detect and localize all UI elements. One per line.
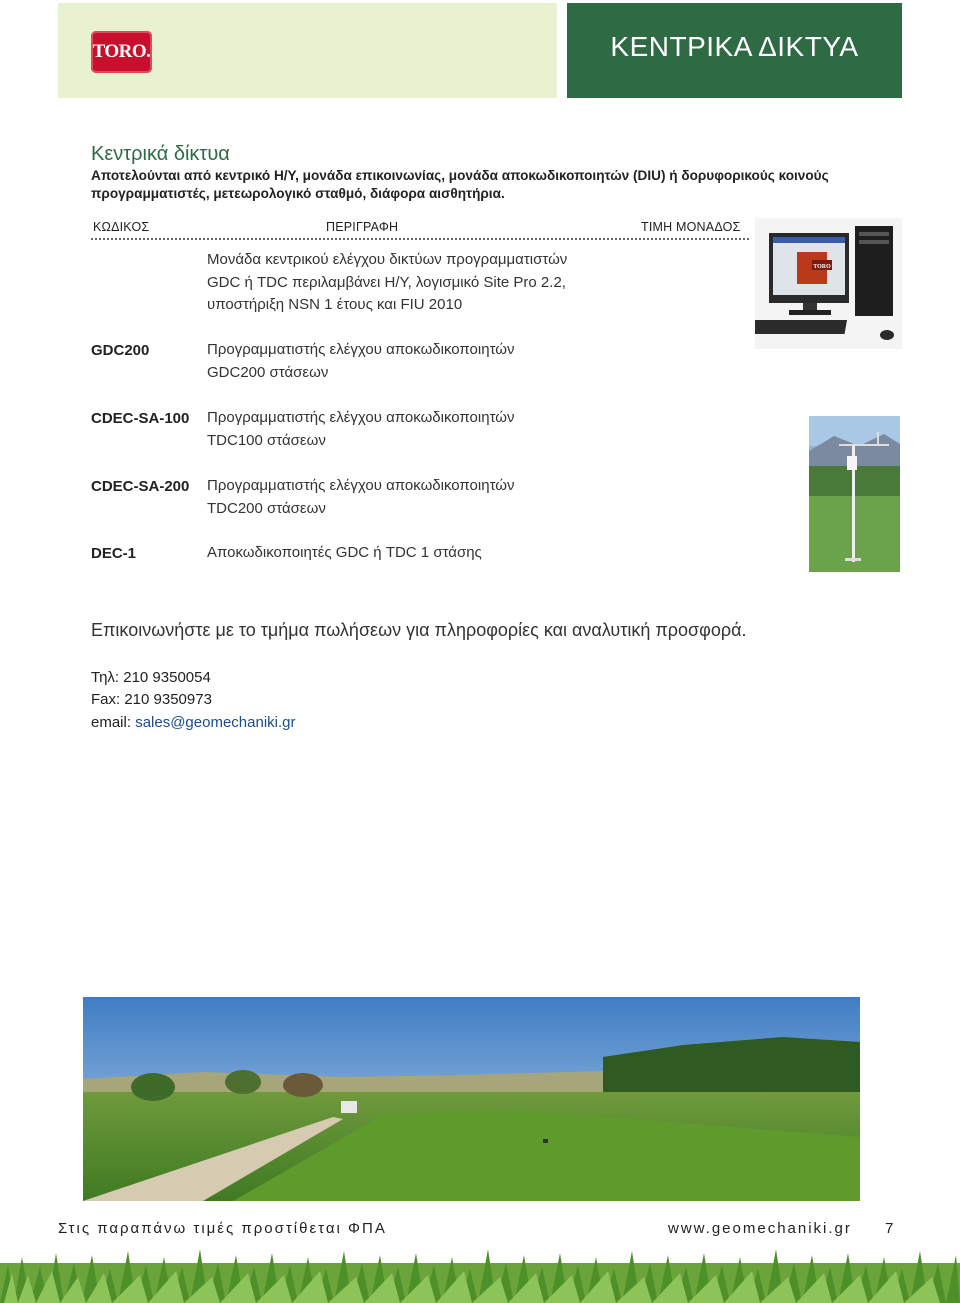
desc-line: Προγραμματιστής ελέγχου αποκωδικοποιητών bbox=[207, 341, 515, 358]
row-code: DEC-1 bbox=[91, 545, 137, 562]
grass-decoration bbox=[0, 1245, 960, 1303]
weather-station-image bbox=[809, 416, 900, 572]
row-description bbox=[207, 339, 515, 384]
contact-intro: Επικοινωνήστε με το τμήμα πωλήσεων για πληροφορίες και αναλυτική προσφορά. bbox=[91, 620, 747, 640]
row-description bbox=[207, 475, 515, 520]
desc-line: TDC200 στάσεων bbox=[207, 499, 326, 517]
email-label: email: bbox=[91, 714, 136, 731]
section-title: Κεντρικά δίκτυα bbox=[91, 143, 230, 165]
section-subtitle: Αποτελούνται από κεντρικό Η/Υ, μονάδα επικοινωνίας, μονάδα αποκωδικοποιητών (DIU) ή δορυφορικούς κοινούς προγραμματιστές, μετεωρολογικό σταθμό, διάφορα αισθητήρια. bbox=[91, 168, 829, 201]
desc-line: TDC100 στάσεων bbox=[207, 431, 326, 449]
contact-email-line bbox=[91, 714, 296, 731]
row-code: CDEC-SA-100 bbox=[91, 410, 190, 427]
desc-line: Προγραμματιστής ελέγχου αποκωδικοποιητών bbox=[207, 409, 515, 426]
monitor-logo: TORO bbox=[813, 264, 831, 270]
contact-fax: Fax: 210 9350973 bbox=[91, 691, 212, 708]
row-description bbox=[207, 542, 482, 565]
toro-logo: TORO. bbox=[91, 31, 152, 73]
column-header-description: ΠΕΡΙΓΡΑΦΗ bbox=[326, 220, 399, 234]
desc-line: Προγραμματιστής ελέγχου αποκωδικοποιητών bbox=[207, 477, 515, 494]
desc-line: Αποκωδικοποιητές GDC ή TDC 1 στάσης bbox=[207, 544, 482, 561]
page-number: 7 bbox=[885, 1220, 894, 1237]
row-description bbox=[207, 249, 567, 317]
desc-line: Μονάδα κεντρικού ελέγχου δικτύων προγραμματιστών bbox=[207, 251, 568, 268]
column-header-code: ΚΩΔΙΚΟΣ bbox=[93, 220, 150, 234]
desc-line: υποστήριξη NSN 1 έτους και FIU 2010 bbox=[207, 296, 463, 313]
row-code: GDC200 bbox=[91, 342, 150, 359]
header-right-panel bbox=[567, 3, 902, 98]
row-description bbox=[207, 407, 515, 452]
email-link[interactable]: sales@geomechaniki.gr bbox=[135, 714, 296, 731]
footer-note: Στις παραπάνω τιμές προστίθεται ΦΠΑ bbox=[58, 1220, 387, 1237]
desc-line: GDC ή TDC περιλαμβάνει Η/Υ, λογισμικό Site Pro 2.2, bbox=[207, 273, 566, 291]
desc-line: GDC200 στάσεων bbox=[207, 363, 329, 381]
header-left-panel bbox=[58, 3, 557, 98]
page-title: ΚΕΝΤΡΙΚΑ ΔΙΚΤΥΑ bbox=[610, 31, 859, 62]
computer-image bbox=[755, 218, 902, 349]
header-divider bbox=[91, 238, 749, 240]
golf-course-image bbox=[83, 997, 860, 1201]
footer-website[interactable]: www.geomechaniki.gr bbox=[668, 1220, 852, 1237]
column-header-price: ΤΙΜΗ ΜΟΝΑΔΟΣ bbox=[641, 220, 741, 234]
contact-tel: Τηλ: 210 9350054 bbox=[91, 669, 211, 686]
row-code: CDEC-SA-200 bbox=[91, 478, 190, 495]
